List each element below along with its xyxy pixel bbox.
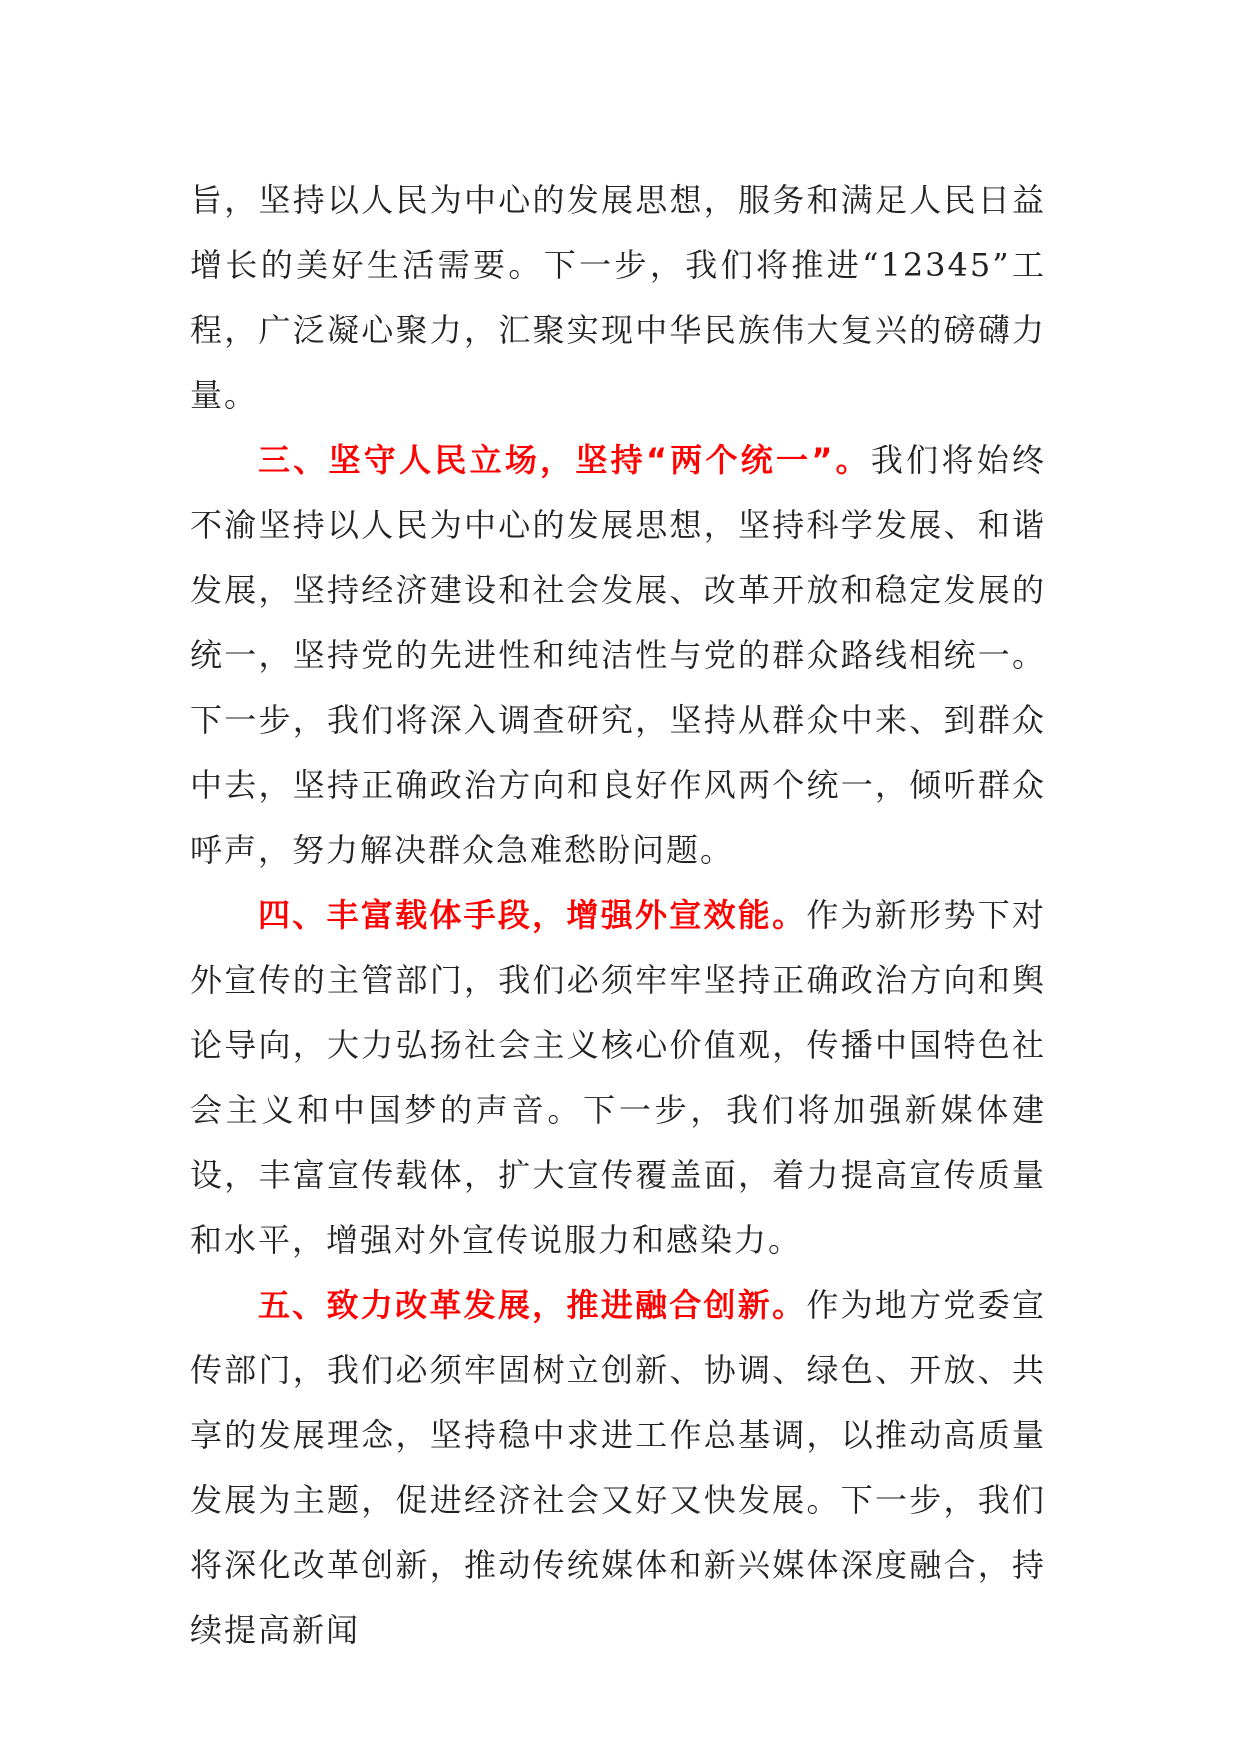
paragraph-body: 作为地方党委宣传部门，我们必须牢固树立创新、协调、绿色、开放、共享的发展理念，坚持稳中求进工作总基调，以推动高质量发展为主题，促进经济社会又好又快发展。下一步，我们将深化改革创新，推动传统媒体和新兴媒体深度融合，持续提高新闻: [190, 1286, 1046, 1649]
document-body: [190, 168, 1046, 1663]
paragraph-section-four: [190, 883, 1046, 1273]
paragraph-continuation: [190, 168, 1046, 428]
paragraph-body: 旨，坚持以人民为中心的发展思想，服务和满足人民日益增长的美好生活需要。下一步，我们将推进“12345”工程，广泛凝心聚力，汇聚实现中华民族伟大复兴的磅礴力量。: [190, 181, 1046, 414]
paragraph-body: 作为新形势下对外宣传的主管部门，我们必须牢牢坚持正确政治方向和舆论导向，大力弘扬社会主义核心价值观，传播中国特色社会主义和中国梦的声音。下一步，我们将加强新媒体建设，丰富宣传载体，扩大宣传覆盖面，着力提高宣传质量和水平，增强对外宣传说服力和感染力。: [190, 896, 1046, 1259]
section-heading: 三、坚守人民立场，坚持“两个统一”。: [258, 441, 871, 479]
section-heading: 四、丰富载体手段，增强外宣效能。: [258, 896, 807, 934]
paragraph-section-five: [190, 1273, 1046, 1663]
paragraph-body: 我们将始终不渝坚持以人民为中心的发展思想，坚持科学发展、和谐发展，坚持经济建设和社会发展、改革开放和稳定发展的统一，坚持党的先进性和纯洁性与党的群众路线相统一。下一步，我们将深入调查研究，坚持从群众中来、到群众中去，坚持正确政治方向和良好作风两个统一，倾听群众呼声，努力解决群众急难愁盼问题。: [190, 441, 1046, 869]
section-heading: 五、致力改革发展，推进融合创新。: [258, 1286, 807, 1324]
paragraph-section-three: [190, 428, 1046, 883]
